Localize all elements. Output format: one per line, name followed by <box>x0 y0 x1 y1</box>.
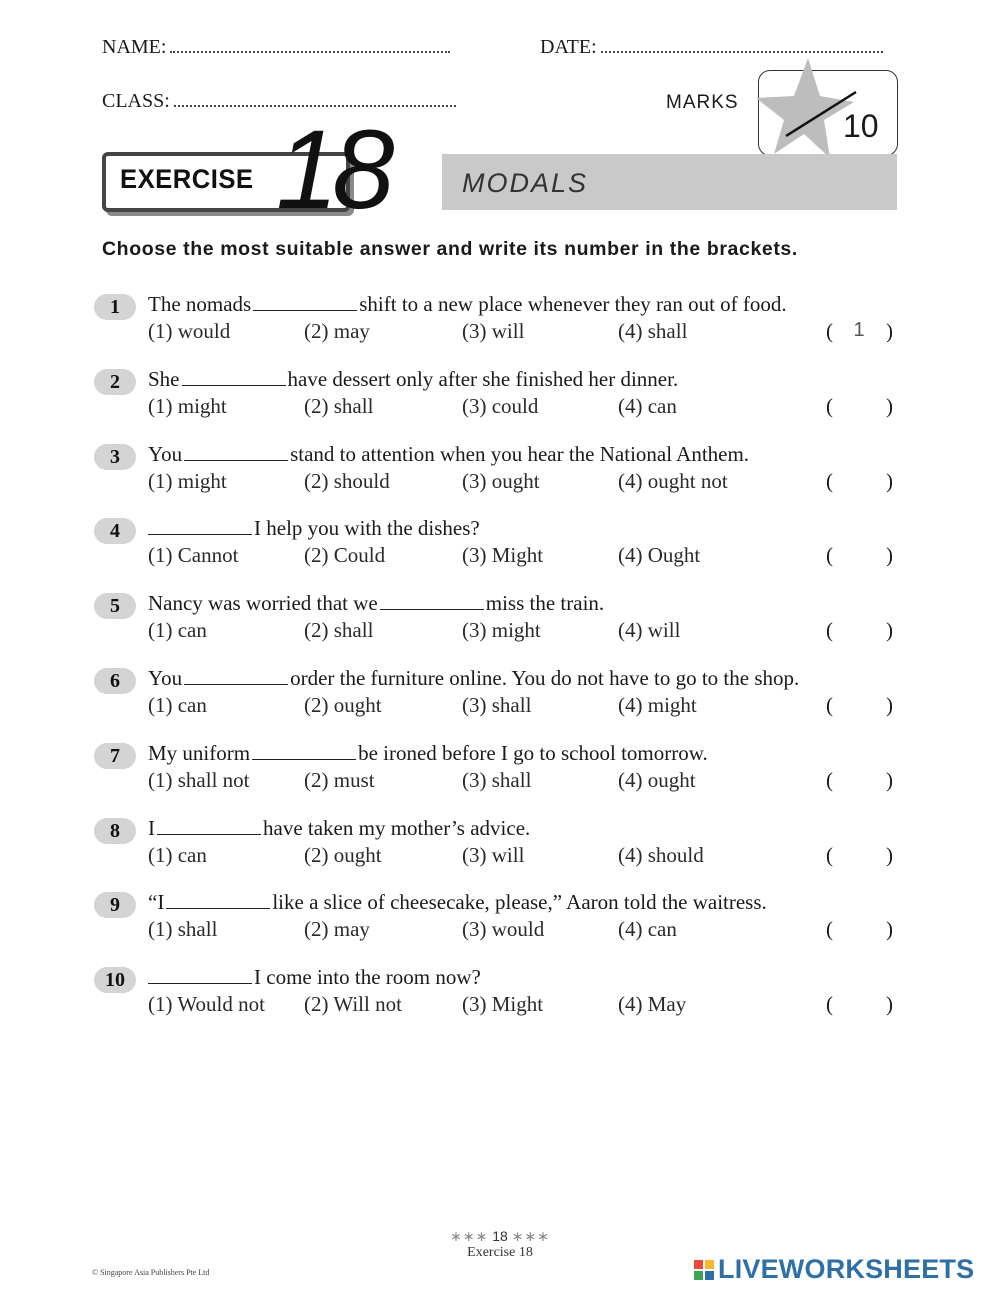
bracket-close: ) <box>886 468 893 493</box>
answer-option: (4) shall <box>618 319 688 343</box>
bracket-open: ( <box>826 319 833 343</box>
answer-blank <box>380 593 484 610</box>
question-text <box>148 816 530 841</box>
question-row <box>0 890 1000 950</box>
question-text-before: Nancy was worried that we <box>148 591 378 616</box>
answer-option: (1) shall not <box>148 767 250 792</box>
question-text <box>148 965 481 990</box>
answer-option: (1) might <box>148 468 227 493</box>
marks-label: MARKS <box>666 92 739 113</box>
question-number: 2 <box>94 369 136 395</box>
question-text <box>148 890 767 915</box>
copyright: © Singapore Asia Publishers Pte Ltd <box>92 1268 210 1277</box>
answer-input[interactable]: 1 <box>853 319 865 341</box>
question-number: 1 <box>94 294 136 320</box>
question-text <box>148 442 749 467</box>
name-line[interactable] <box>170 37 450 53</box>
answer-option: (1) shall <box>148 917 218 942</box>
bracket-open: ( <box>826 917 833 942</box>
answer-option: (2) should <box>304 468 390 493</box>
question-text <box>148 367 678 392</box>
instructions: Choose the most suitable answer and write its number in the brackets. <box>102 238 798 260</box>
answer-option: (3) might <box>462 618 541 643</box>
bracket-open: ( <box>826 468 833 493</box>
answer-option: (4) can <box>618 917 677 942</box>
bracket-close: ) <box>886 842 893 867</box>
bracket-close: ) <box>886 543 893 568</box>
bracket-open: ( <box>826 393 833 418</box>
answer-blank <box>184 668 288 685</box>
question-row <box>0 965 1000 1025</box>
bracket-close: ) <box>886 393 893 418</box>
answer-option: (1) can <box>148 618 207 643</box>
answer-option: (4) will <box>618 618 681 643</box>
question-text-before: “I <box>148 890 165 915</box>
bracket-close: ) <box>886 767 893 792</box>
question-number: 4 <box>94 518 136 544</box>
page-number: ∗∗∗ 18 ∗∗∗ <box>450 1228 550 1244</box>
question-row <box>0 442 1000 502</box>
bracket-open: ( <box>826 693 833 717</box>
question-number: 9 <box>94 892 136 918</box>
question-text <box>148 516 480 541</box>
answer-option: (3) shall <box>462 767 532 792</box>
question-row <box>0 516 1000 576</box>
answer-option: (4) can <box>618 393 677 418</box>
name-label: NAME: <box>102 36 167 58</box>
answer-option: (3) ought <box>462 468 540 493</box>
answer-option: (4) ought not <box>618 468 728 493</box>
answer-blank <box>182 369 286 386</box>
answer-option: (4) Ought <box>618 543 701 568</box>
answer-option: (3) will <box>462 842 525 867</box>
question-text-after: I help you with the dishes? <box>254 516 480 541</box>
question-text-after: stand to attention when you hear the National Anthem. <box>290 441 750 466</box>
question-row <box>0 741 1000 801</box>
answer-option: (3) would <box>462 917 545 942</box>
exercise-number: 18 <box>276 107 389 232</box>
answer-option: (1) can <box>148 693 207 717</box>
answer-option: (2) ought <box>304 842 382 867</box>
answer-blank <box>148 518 252 535</box>
answer-option: (2) Could <box>304 543 386 568</box>
bracket-open: ( <box>826 842 833 867</box>
exercise-reference: Exercise 18 <box>467 1245 533 1260</box>
question-text-before: You <box>148 666 183 690</box>
answer-blank <box>157 818 261 835</box>
answer-option: (3) Might <box>462 543 544 568</box>
answer-option: (4) May <box>618 992 687 1017</box>
question-number: 10 <box>94 967 136 993</box>
question-text-after: have dessert only after she finished her dinner. <box>287 366 679 391</box>
answer-option: (2) shall <box>304 618 374 643</box>
bracket-close: ) <box>886 992 893 1017</box>
question-text-before: I <box>148 815 155 840</box>
answer-option: (1) would <box>148 319 231 343</box>
question-text-before: The nomads <box>148 292 252 316</box>
name-field <box>102 36 450 59</box>
date-label: DATE: <box>540 36 597 58</box>
answer-option: (1) can <box>148 842 207 867</box>
answer-option: (2) may <box>304 319 370 343</box>
page-number-value: 18 <box>492 1228 508 1244</box>
question-text-after: have taken my mother’s advice. <box>263 815 531 840</box>
answer-option: (4) ought <box>618 767 696 792</box>
question-row <box>0 367 1000 427</box>
bracket-open: ( <box>826 543 833 568</box>
question-text-after: I come into the room now? <box>254 965 481 990</box>
exercise-label: EXERCISE <box>120 164 254 194</box>
bracket-close: ) <box>886 917 893 942</box>
question-text <box>148 591 604 616</box>
answer-blank <box>253 294 357 311</box>
question-text-after: order the furniture online. You do not have to go to the shop. <box>290 666 800 690</box>
answer-option: (1) Cannot <box>148 543 239 568</box>
marks-total: 10 <box>843 108 879 144</box>
question-text-after: shift to a new place whenever they ran out of food. <box>359 292 787 316</box>
question-text-before: My uniform <box>148 740 251 765</box>
class-label: CLASS: <box>102 90 170 112</box>
bracket-open: ( <box>826 992 833 1017</box>
liveworksheets-logo-icon <box>694 1260 714 1280</box>
bracket-close: ) <box>886 618 893 643</box>
brand-text: LIVEWORKSHEETS <box>718 1254 975 1284</box>
answer-blank <box>184 444 288 461</box>
question-text-before: She <box>148 366 180 391</box>
answer-option: (2) Will not <box>304 992 402 1017</box>
class-line[interactable] <box>174 91 456 107</box>
bracket-open: ( <box>826 767 833 792</box>
topic-title: MODALS <box>462 168 589 198</box>
question-text <box>148 666 799 691</box>
question-number: 6 <box>94 668 136 694</box>
answer-blank <box>166 892 270 909</box>
question-row <box>0 816 1000 876</box>
answer-option: (2) shall <box>304 393 374 418</box>
question-row <box>0 292 1000 352</box>
answer-option: (2) ought <box>304 693 382 717</box>
answer-option: (1) Would not <box>148 992 265 1017</box>
answer-option: (1) might <box>148 393 227 418</box>
date-line[interactable] <box>601 37 883 53</box>
question-text-after: be ironed before I go to school tomorrow. <box>358 740 708 765</box>
question-text-before: You <box>148 441 183 466</box>
bracket-close: ) <box>886 319 893 343</box>
liveworksheets-brand[interactable] <box>694 1254 974 1285</box>
bracket-open: ( <box>826 618 833 643</box>
question-text-after: miss the train. <box>485 591 605 616</box>
question-number: 7 <box>94 743 136 769</box>
answer-option: (4) might <box>618 693 697 717</box>
answer-blank <box>252 743 356 760</box>
question-number: 5 <box>94 593 136 619</box>
answer-option: (2) may <box>304 917 370 942</box>
question-text-after: like a slice of cheesecake, please,” Aaron told the waitress. <box>272 890 767 915</box>
answer-option: (3) Might <box>462 992 544 1017</box>
answer-option: (3) could <box>462 393 539 418</box>
question-number: 8 <box>94 818 136 844</box>
question-row <box>0 591 1000 651</box>
answer-blank <box>148 967 252 984</box>
question-text <box>148 741 708 766</box>
answer-option: (2) must <box>304 767 375 792</box>
question-text <box>148 292 787 317</box>
answer-option: (4) should <box>618 842 704 867</box>
answer-option: (3) shall <box>462 693 532 717</box>
bracket-close: ) <box>886 693 893 717</box>
answer-option: (3) will <box>462 319 525 343</box>
question-row <box>0 666 1000 726</box>
question-number: 3 <box>94 444 136 470</box>
